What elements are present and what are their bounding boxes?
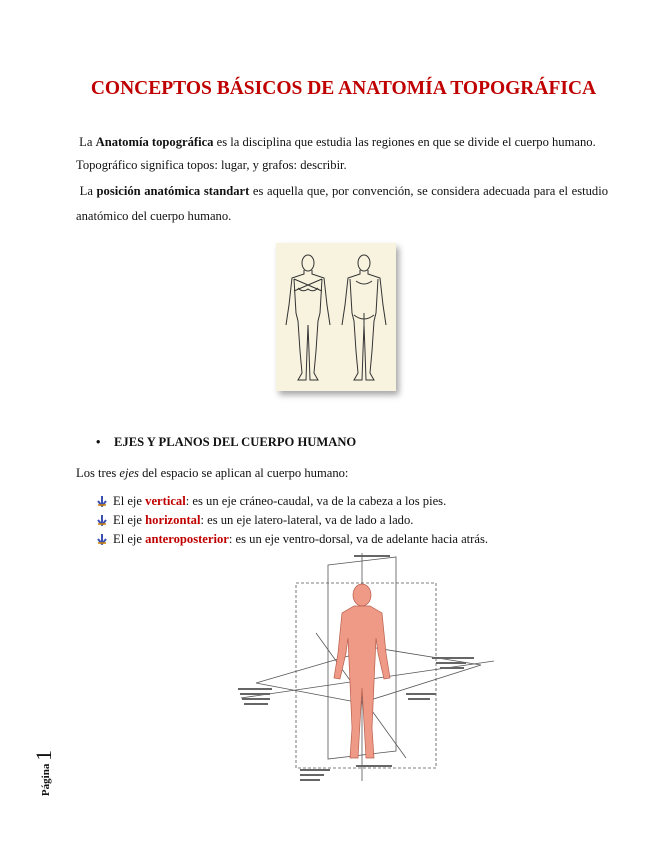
position-pre: La	[79, 184, 97, 198]
axes-intro-post: del espacio se aplican al cuerpo humano:	[138, 466, 349, 480]
arrow-bullet-icon	[96, 514, 108, 526]
page-label: Página	[40, 763, 52, 797]
arrow-bullet-icon	[96, 495, 108, 507]
position-term: posición anatómica standart	[96, 184, 250, 198]
axes-list	[96, 492, 616, 549]
axis-post: : es un eje latero-lateral, va de lado a lado.	[200, 513, 414, 527]
axis-pre: El eje	[113, 513, 146, 527]
axis-term: vertical	[145, 494, 186, 508]
axis-pre: El eje	[113, 532, 146, 546]
list-item	[96, 511, 616, 530]
body-planes-drawing	[236, 553, 498, 783]
page-number	[28, 749, 56, 802]
list-item	[96, 530, 616, 549]
axes-intro-term: ejes	[119, 466, 139, 480]
axis-term: horizontal	[145, 513, 201, 527]
arrow-bullet-icon	[96, 533, 108, 545]
definition-paragraph: Topográfico significa topos: lugar, y grafos: describir.	[76, 158, 347, 172]
intro-pre: La	[79, 135, 96, 149]
anatomical-position-drawing	[276, 243, 396, 391]
axis-post: : es un eje ventro-dorsal, va de adelante hacia atrás.	[228, 532, 488, 546]
list-item	[96, 492, 616, 511]
intro-post: es la disciplina que estudia las regiones en que se divide el cuerpo humano.	[213, 135, 596, 149]
section-heading-text: EJES Y PLANOS DEL CUERPO HUMANO	[114, 435, 357, 449]
body-planes-figure	[236, 553, 498, 783]
anatomical-position-figure	[276, 243, 396, 391]
page-number-value: 1	[31, 749, 56, 761]
axes-intro-pre: Los tres	[76, 466, 120, 480]
position-post: es aquella que, por convención, se considera adecuada para el estudio anatómico del cuerpo humano.	[76, 184, 608, 223]
bullet-dot: •	[96, 435, 101, 449]
page-title: CONCEPTOS BÁSICOS DE ANATOMÍA TOPOGRÁFICA	[90, 78, 597, 99]
position-paragraph	[76, 179, 608, 229]
axis-post: : es un eje cráneo-caudal, va de la cabeza a los pies.	[185, 494, 447, 508]
intro-term: Anatomía topográfica	[95, 135, 214, 149]
intro-paragraph	[76, 134, 608, 150]
axes-intro-paragraph	[76, 465, 608, 481]
axis-pre: El eje	[113, 494, 146, 508]
axis-term: anteroposterior	[145, 532, 229, 546]
